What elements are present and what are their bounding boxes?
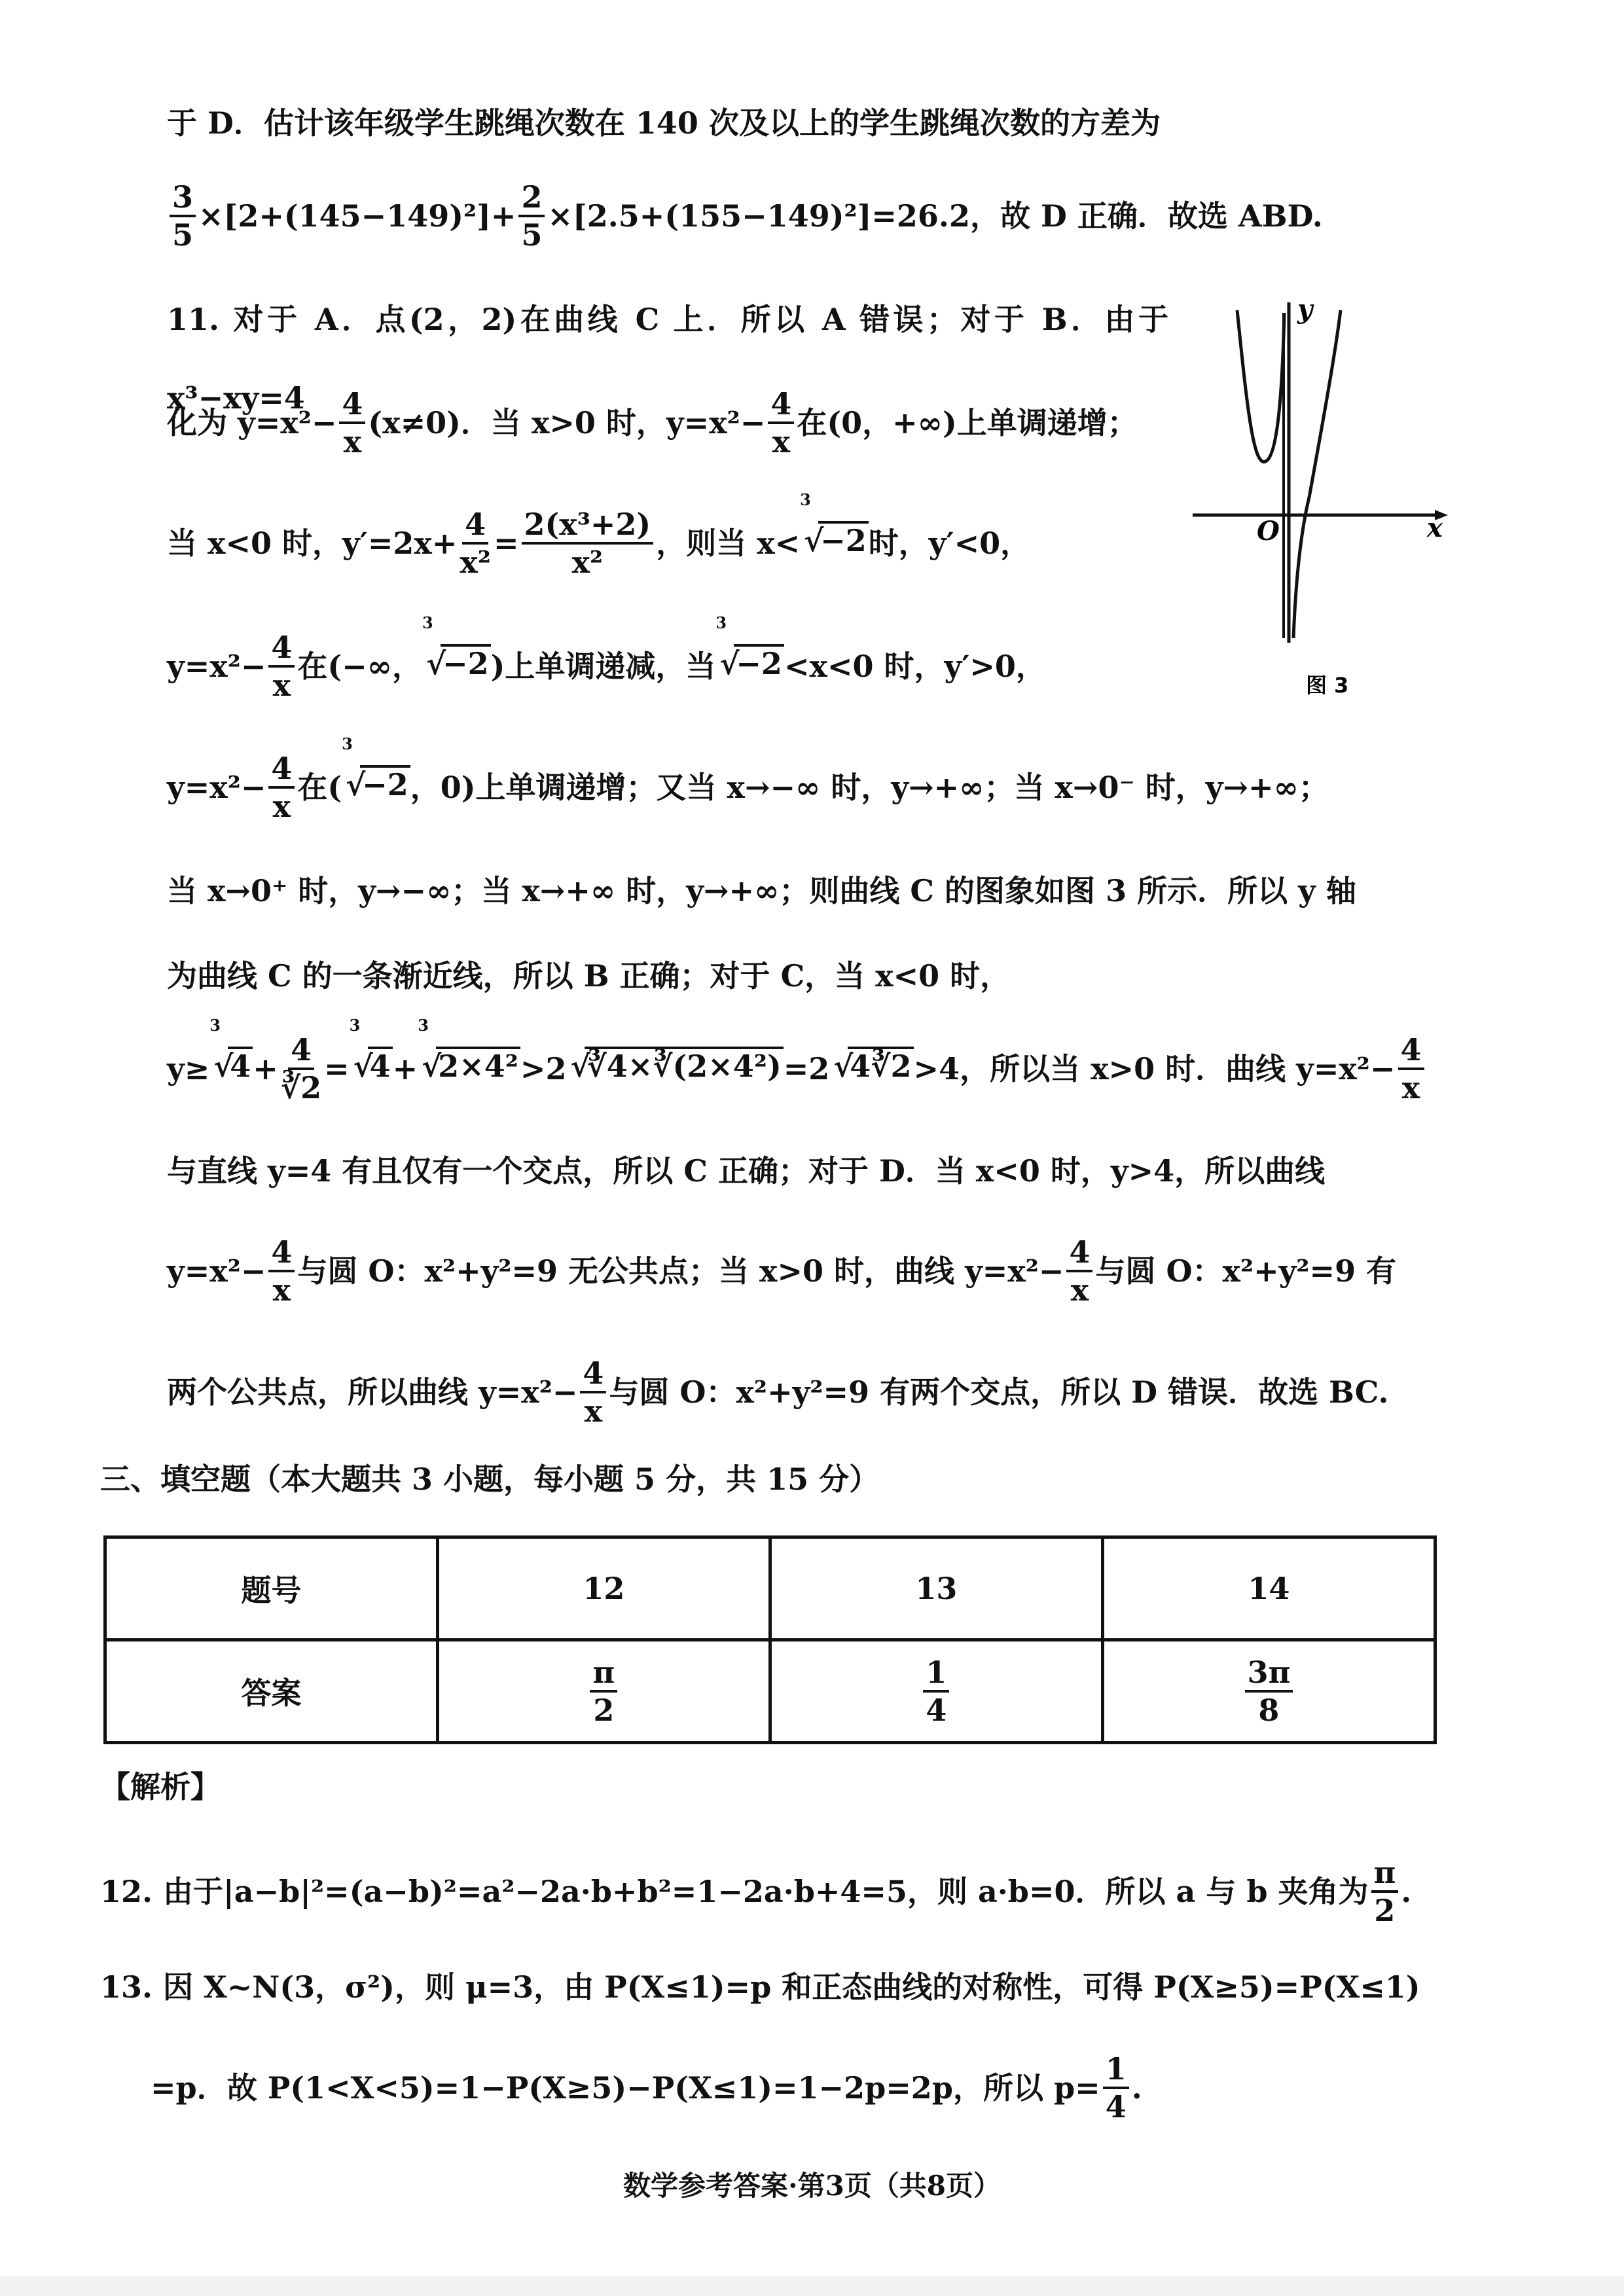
table-cell: 13 xyxy=(770,1537,1102,1640)
text-run: 在( xyxy=(297,770,342,805)
denominator: x xyxy=(343,424,362,459)
denominator: x xyxy=(272,1272,291,1308)
radical-sign: √ xyxy=(804,523,824,558)
text-run: 13. 因 X~N(3，σ²)，则 μ=3，由 P(X≤1)=p 和正态曲线的对称性，可得 P(X≥5)=P(X≤1) xyxy=(100,1969,1420,2005)
numerator: 3 xyxy=(170,179,196,217)
text-run: ×[2.5+(155−149)²]=26.2，故 D 正确．故选 ABD. xyxy=(547,198,1323,234)
text-run: y=x²− xyxy=(167,1253,266,1289)
text-run: 12. 由于|a−b|²=(a−b)²=a²−2a·b+b²=1−2a·b+4=5，则 a·b=0．所以 a 与 b 夹角为 xyxy=(100,1874,1369,1909)
radical-index: 3 xyxy=(422,613,433,632)
text-run: . xyxy=(1131,2070,1142,2106)
radical-index: 3 xyxy=(209,1016,221,1035)
radicand: −2 xyxy=(360,765,410,802)
text-run: + xyxy=(392,1051,418,1086)
text-run: ×[2+(145−149)²]+ xyxy=(198,198,516,234)
text-run: y≥ xyxy=(167,1051,210,1086)
text-run: 在(−∞， xyxy=(297,649,423,684)
radicand: 4∛2 xyxy=(848,1047,913,1083)
figure-caption: 图 3 xyxy=(1306,673,1349,698)
radical-index: 3 xyxy=(342,734,353,753)
fraction xyxy=(590,1655,617,1728)
radical-sign: √ xyxy=(833,1049,854,1084)
text-run: 时，y′<0， xyxy=(868,526,1031,561)
text-run: )上单调递减，当 xyxy=(490,649,716,684)
denominator: x xyxy=(772,424,791,459)
text-run: 与圆 O：x²+y²=9 有两个交点，所以 D 错误．故选 BC. xyxy=(609,1374,1389,1410)
denominator: 4 xyxy=(926,1693,947,1728)
text-run: 与圆 O：x²+y²=9 无公共点；当 x>0 时，曲线 y=x²− xyxy=(297,1253,1064,1289)
denominator: 5 xyxy=(521,217,543,253)
fraction xyxy=(1371,1855,1399,1928)
numerator: π xyxy=(590,1655,617,1693)
radicand: −2 xyxy=(441,644,491,681)
denominator: x xyxy=(584,1393,603,1429)
table-cell: 题号 xyxy=(105,1537,438,1640)
denominator: x xyxy=(272,668,291,703)
x-axis-label: x xyxy=(1427,512,1443,543)
text-run: 与圆 O：x²+y²=9 有 xyxy=(1095,1253,1397,1289)
y-axis-label: y xyxy=(1297,294,1313,325)
radical-sign: √ xyxy=(346,767,366,802)
text-run: 为曲线 C 的一条渐近线，所以 B 正确；对于 C，当 x<0 时， xyxy=(167,958,1011,994)
text-run: ，则当 x< xyxy=(656,526,801,561)
text-run: 在(0，+∞)上单调递增； xyxy=(797,405,1138,440)
text-run: 当 x<0 时，y′=2x+ xyxy=(167,526,458,561)
numerator: 3π xyxy=(1245,1655,1293,1693)
numerator: 1 xyxy=(923,1655,949,1693)
fraction xyxy=(923,1655,949,1728)
text-run: 与直线 y=4 有且仅有一个交点，所以 C 正确；对于 D．当 x<0 时，y>4，所以曲线 xyxy=(167,1153,1326,1189)
radical-sign: √ xyxy=(570,1049,590,1084)
text-run: = xyxy=(324,1051,350,1086)
answer-cell xyxy=(437,1640,770,1743)
numerator: 4 xyxy=(1066,1234,1092,1272)
text-run: . xyxy=(1401,1874,1412,1909)
radicand: −2 xyxy=(818,521,869,558)
denominator: x xyxy=(1401,1070,1420,1105)
text-line xyxy=(100,1945,1440,2024)
denominator: 5 xyxy=(172,217,194,253)
table-row xyxy=(105,1640,1435,1743)
section-subtitle: （本大题共 3 小题，每小题 5 分，共 15 分） xyxy=(251,1462,880,1497)
text-run: 两个公共点，所以曲线 y=x²− xyxy=(167,1374,578,1410)
answer-table xyxy=(103,1535,1437,1744)
page-footer: 数学参考答案·第3页（共8页） xyxy=(623,2170,1001,2202)
curve-right-branch xyxy=(1293,310,1341,638)
numerator: 4 xyxy=(768,386,794,424)
denominator: x² xyxy=(460,545,491,580)
text-line xyxy=(100,1850,1440,1928)
denominator: x² xyxy=(571,545,604,580)
numerator: 4 xyxy=(268,630,295,668)
radical-sign: √ xyxy=(719,646,740,681)
text-run: >2 xyxy=(520,1051,567,1086)
radical-sign: √ xyxy=(213,1049,234,1084)
page-bottom-edge xyxy=(0,2276,1624,2296)
radicand: ∛4×∛(2×4²) xyxy=(585,1047,783,1083)
text-run: <x<0 时，y′>0， xyxy=(784,649,1046,684)
numerator: 4 xyxy=(462,507,488,545)
radical-sign: √ xyxy=(422,1049,442,1084)
numerator: 4 xyxy=(268,1234,295,1272)
numerator: 4 xyxy=(268,751,295,789)
text-run: + xyxy=(253,1051,278,1086)
numerator: π xyxy=(1371,1855,1399,1893)
radicand: 4 xyxy=(228,1047,253,1083)
denominator: ∛2 xyxy=(280,1070,322,1105)
curve-left-branch xyxy=(1237,310,1284,462)
denominator: 2 xyxy=(1374,1893,1396,1928)
text-run: ，0)上单调递增；又当 x→−∞ 时，y→+∞；当 x→0⁻ 时，y→+∞； xyxy=(410,770,1329,805)
radical-sign: √ xyxy=(353,1049,373,1084)
denominator: 4 xyxy=(1105,2089,1127,2125)
text-line xyxy=(151,2046,1490,2125)
section-heading xyxy=(100,1446,879,1512)
radicand: −2 xyxy=(734,644,784,681)
text-run: y=x²− xyxy=(167,649,266,684)
denominator: x xyxy=(272,789,291,824)
fraction xyxy=(1245,1655,1293,1728)
radical-index: 3 xyxy=(715,613,727,632)
table-cell: 14 xyxy=(1102,1537,1435,1640)
table-header-row xyxy=(105,1537,1435,1640)
text-run: (x≠0)．当 x>0 时，y=x²− xyxy=(368,405,766,440)
radical-index: 3 xyxy=(418,1016,429,1035)
text-run: 化为 y=x²− xyxy=(167,405,337,440)
fraction xyxy=(1103,2051,1129,2125)
denominator: x xyxy=(1070,1272,1089,1308)
radical-index: 3 xyxy=(800,490,811,509)
numerator: 2(x³+2) xyxy=(522,507,654,545)
radicand: 4 xyxy=(368,1047,393,1083)
text-run: =2 xyxy=(783,1051,830,1086)
table-cell: 答案 xyxy=(105,1640,438,1743)
radical-index: 3 xyxy=(349,1016,361,1035)
radicand: 2×4² xyxy=(436,1047,520,1083)
analysis-label: 【解析】 xyxy=(100,1769,221,1804)
answer-cell xyxy=(770,1640,1102,1743)
text-run: y=x²− xyxy=(167,770,266,805)
numerator: 2 xyxy=(518,179,545,217)
radical-sign: √ xyxy=(426,646,446,681)
numerator: 4 xyxy=(580,1355,606,1393)
numerator: 4 xyxy=(339,386,365,424)
text-run: 当 x→0⁺ 时，y→−∞；当 x→+∞ 时，y→+∞；则曲线 C 的图象如图 3 所示．所以 y 轴 xyxy=(167,873,1356,908)
text-run: 于 D．估计该年级学生跳绳次数在 140 次及以上的学生跳绳次数的方差为 xyxy=(167,105,1161,141)
text-run: 11. 对于 A．点(2，2)在曲线 C 上．所以 A 错误；对于 B．由于 x³−xy=4 xyxy=(167,302,1168,416)
numerator: 1 xyxy=(1103,2051,1129,2089)
text-run: =p．故 P(1<X<5)=1−P(X≥5)−P(X≤1)=1−2p=2p，所以 p= xyxy=(151,2070,1100,2106)
denominator: 8 xyxy=(1258,1693,1280,1728)
text-run: = xyxy=(493,526,519,561)
denominator: 2 xyxy=(593,1693,615,1728)
answer-cell xyxy=(1102,1640,1435,1743)
text-run: >4，所以当 x>0 时．曲线 y=x²− xyxy=(913,1051,1396,1086)
numerator: 4 xyxy=(1398,1032,1424,1070)
numerator: 4 xyxy=(288,1032,314,1070)
table-cell: 12 xyxy=(437,1537,770,1640)
origin-label: O xyxy=(1257,516,1280,547)
section-title: 三、填空题 xyxy=(100,1462,251,1497)
